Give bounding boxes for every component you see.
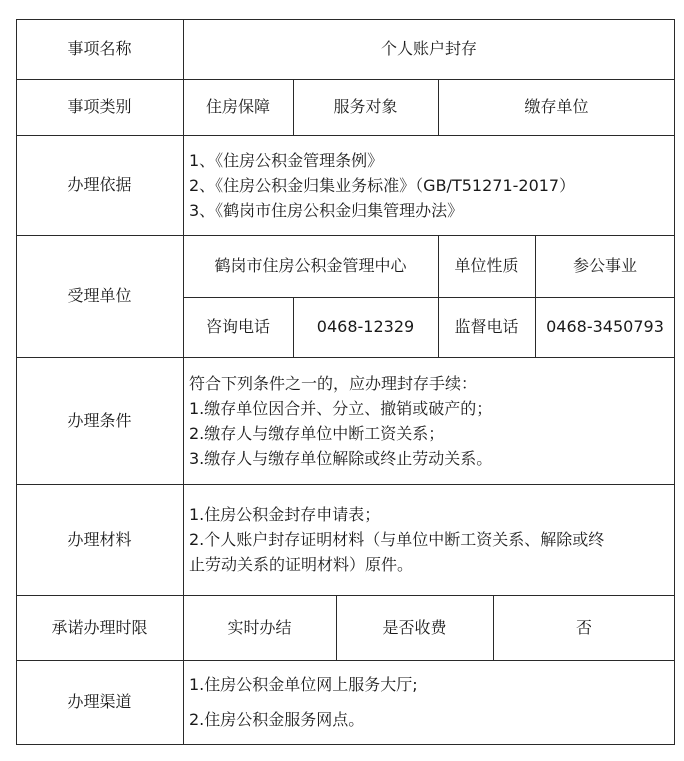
materials-content xyxy=(183,484,675,595)
channels-content xyxy=(183,660,675,744)
channels-label: 办理渠道 xyxy=(67,692,132,712)
condition-item: 1.缴存单位因合并、分立、撤销或破产的； xyxy=(189,398,493,418)
basis-label: 办理依据 xyxy=(67,175,132,195)
basis-item: 3、《鹤岗市住房公积金归集管理办法》 xyxy=(189,200,464,220)
material-item: 1.住房公积金封存申请表； xyxy=(189,505,381,524)
accepting-unit-label: 受理单位 xyxy=(67,286,132,306)
condition-item: 3.缴存人与缴存单位解除或终止劳动关系。 xyxy=(189,448,493,468)
supervise-phone-value: 0468-3450793 xyxy=(546,317,664,337)
conditions-content xyxy=(183,357,675,484)
accepting-unit-name: 鹤岗市住房公积金管理中心 xyxy=(214,256,407,276)
unit-nature-value: 参公事业 xyxy=(572,256,637,276)
fee-label: 是否收费 xyxy=(382,617,447,637)
item-category-value: 住房保障 xyxy=(205,97,270,117)
consult-phone-label: 咨询电话 xyxy=(205,317,270,337)
material-item: 止劳动关系的证明材料）原件。 xyxy=(189,555,414,574)
item-category-label: 事项类别 xyxy=(67,97,132,117)
table-border-bottom xyxy=(16,744,675,745)
basis-content xyxy=(183,135,675,235)
service-target-value: 缴存单位 xyxy=(524,97,589,117)
cell-divider xyxy=(293,297,294,357)
service-info-table xyxy=(16,19,675,745)
basis-item: 2、《住房公积金归集业务标准》（GB/T51271-2017） xyxy=(189,175,576,195)
fee-value: 否 xyxy=(575,617,592,637)
conditions-label: 办理条件 xyxy=(67,410,132,430)
channel-item: 1.住房公积金单位网上服务大厅; xyxy=(189,674,418,694)
consult-phone-value: 0468-12329 xyxy=(316,317,415,337)
condition-item: 符合下列条件之一的，应办理封存手续： xyxy=(189,373,478,393)
item-name-value: 个人账户封存 xyxy=(380,39,477,59)
supervise-phone-label: 监督电话 xyxy=(454,317,519,337)
time-limit-label: 承诺办理时限 xyxy=(51,617,148,637)
basis-item: 1、《住房公积金管理条例》 xyxy=(189,150,384,170)
time-limit-value: 实时办结 xyxy=(227,617,292,637)
channel-item: 2.住房公积金服务网点。 xyxy=(189,709,365,729)
material-item: 2.个人账户封存证明材料（与单位中断工资关系、解除或终 xyxy=(189,530,605,549)
condition-item: 2.缴存人与缴存单位中断工资关系； xyxy=(189,423,445,443)
service-target-label: 服务对象 xyxy=(333,97,398,117)
materials-label: 办理材料 xyxy=(67,529,132,549)
item-name-label: 事项名称 xyxy=(67,39,132,59)
unit-nature-label: 单位性质 xyxy=(454,256,519,276)
